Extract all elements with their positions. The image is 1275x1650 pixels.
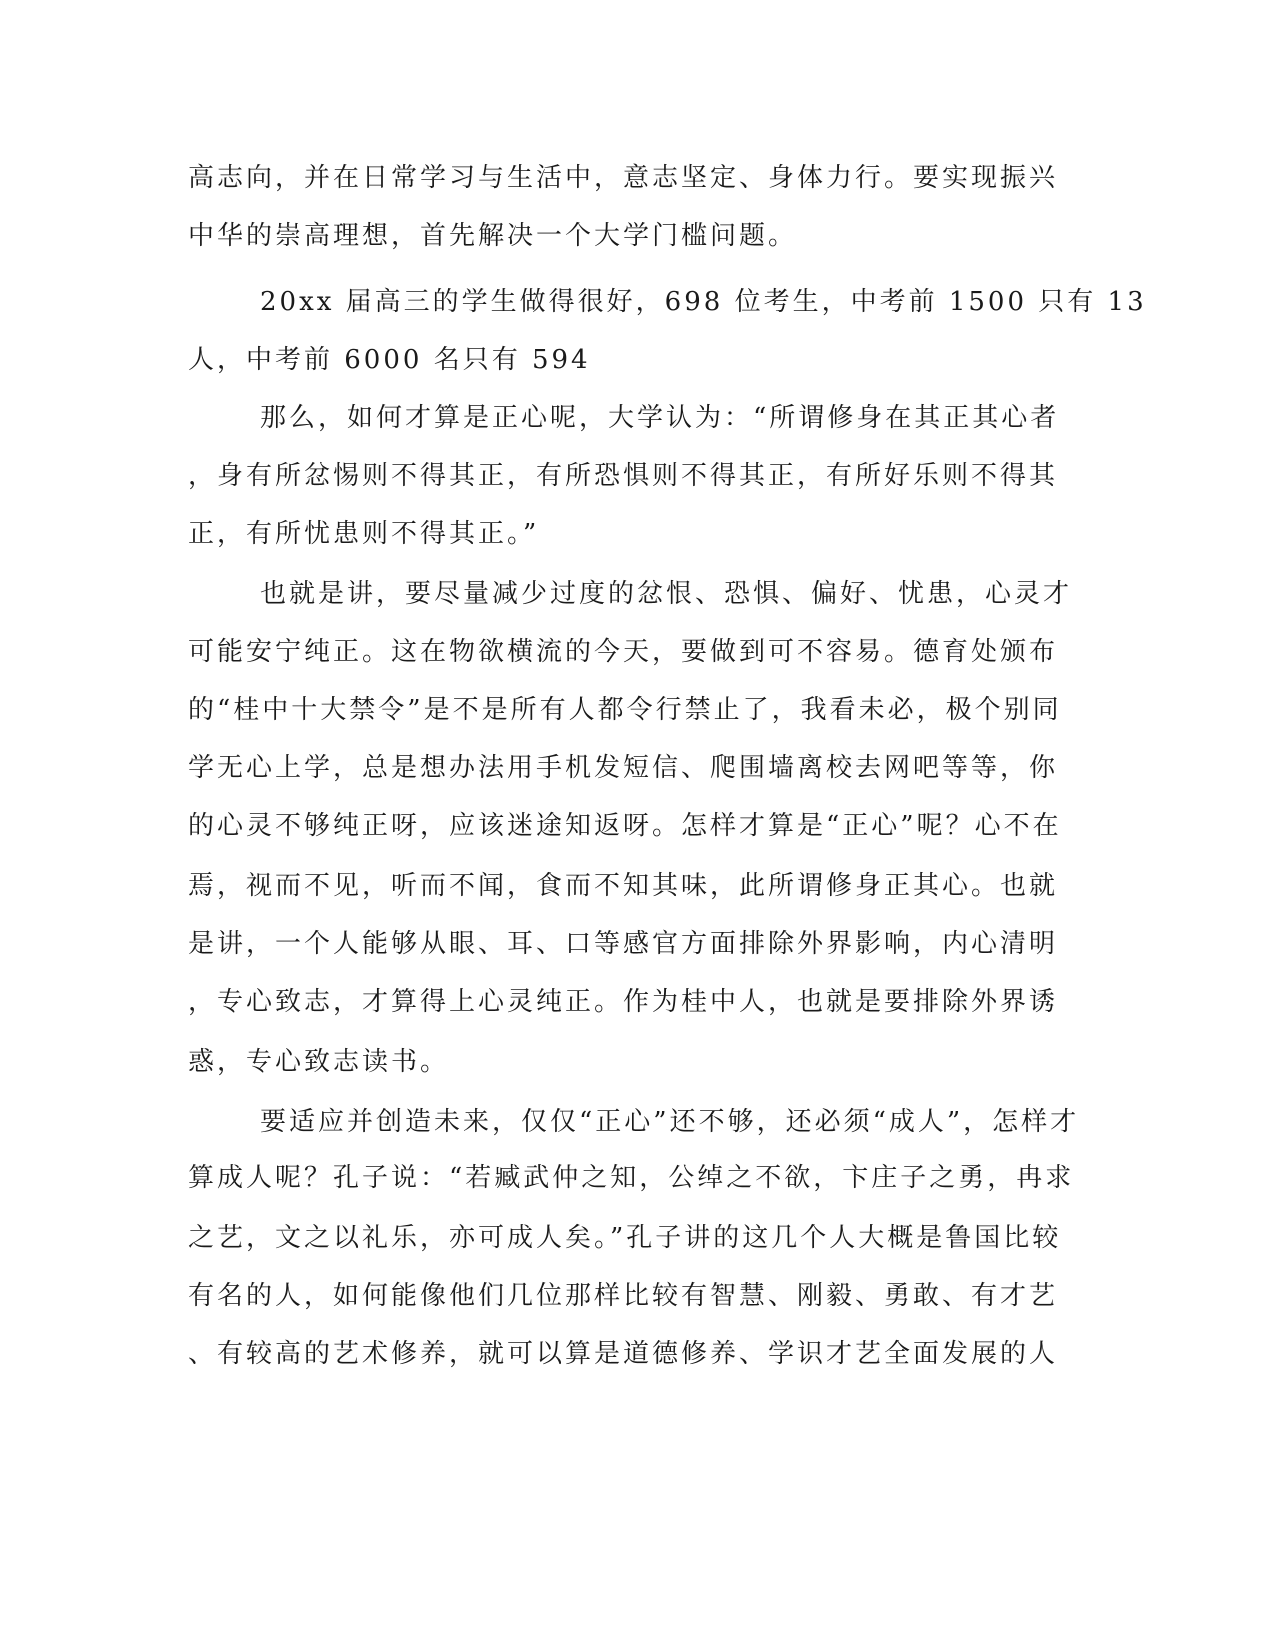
text-line: 中华的崇高理想，首先解决一个大学门槛问题。 xyxy=(188,221,798,251)
text-line: 20xx 届高三的学生做得很好，698 位考生，中考前 1500 只有 13 xyxy=(260,287,1147,317)
text-line: 的“桂中十大禁令”是不是所有人都令行禁止了，我看未必，极个别同 xyxy=(188,695,1062,725)
text-line: 焉，视而不见，听而不闻，食而不知其味，此所谓修身正其心。也就 xyxy=(188,871,1059,901)
text-line: 算成人呢？孔子说：“若臧武仲之知，公绰之不欲，卞庄子之勇，冉求 xyxy=(188,1163,1075,1193)
text-line: 有名的人，如何能像他们几位那样比较有智慧、刚毅、勇敢、有才艺 xyxy=(188,1281,1059,1311)
text-line: 也就是讲，要尽量减少过度的忿恨、恐惧、偏好、忧患，心灵才 xyxy=(260,579,1073,609)
text-line: 、有较高的艺术修养，就可以算是道德修养、学识才艺全面发展的人 xyxy=(188,1339,1059,1369)
text-line: 学无心上学，总是想办法用手机发短信、爬围墙离校去网吧等等，你 xyxy=(188,753,1059,783)
text-line: 要适应并创造未来，仅仅“正心”还不够，还必须“成人”，怎样才 xyxy=(260,1107,1080,1137)
text-line: 可能安宁纯正。这在物欲横流的今天，要做到可不容易。德育处颁布 xyxy=(188,637,1059,667)
text-line: 惑，专心致志读书。 xyxy=(188,1047,450,1077)
text-line: 之艺，文之以礼乐，亦可成人矣。”孔子讲的这几个人大概是鲁国比较 xyxy=(188,1223,1062,1253)
text-line: 人，中考前 6000 名只有 594 xyxy=(188,345,591,375)
text-line: 高志向，并在日常学习与生活中，意志坚定、身体力行。要实现振兴 xyxy=(188,163,1059,193)
text-line: 正，有所忧患则不得其正。” xyxy=(188,519,540,549)
text-line: ，身有所忿惕则不得其正，有所恐惧则不得其正，有所好乐则不得其 xyxy=(188,461,1059,491)
text-line: 那么，如何才算是正心呢，大学认为：“所谓修身在其正其心者 xyxy=(260,403,1060,433)
text-line: 的心灵不够纯正呀，应该迷途知返呀。怎样才算是“正心”呢？心不在 xyxy=(188,811,1062,841)
text-line: ，专心致志，才算得上心灵纯正。作为桂中人，也就是要排除外界诱 xyxy=(188,987,1059,1017)
text-line: 是讲，一个人能够从眼、耳、口等感官方面排除外界影响，内心清明 xyxy=(188,929,1059,959)
